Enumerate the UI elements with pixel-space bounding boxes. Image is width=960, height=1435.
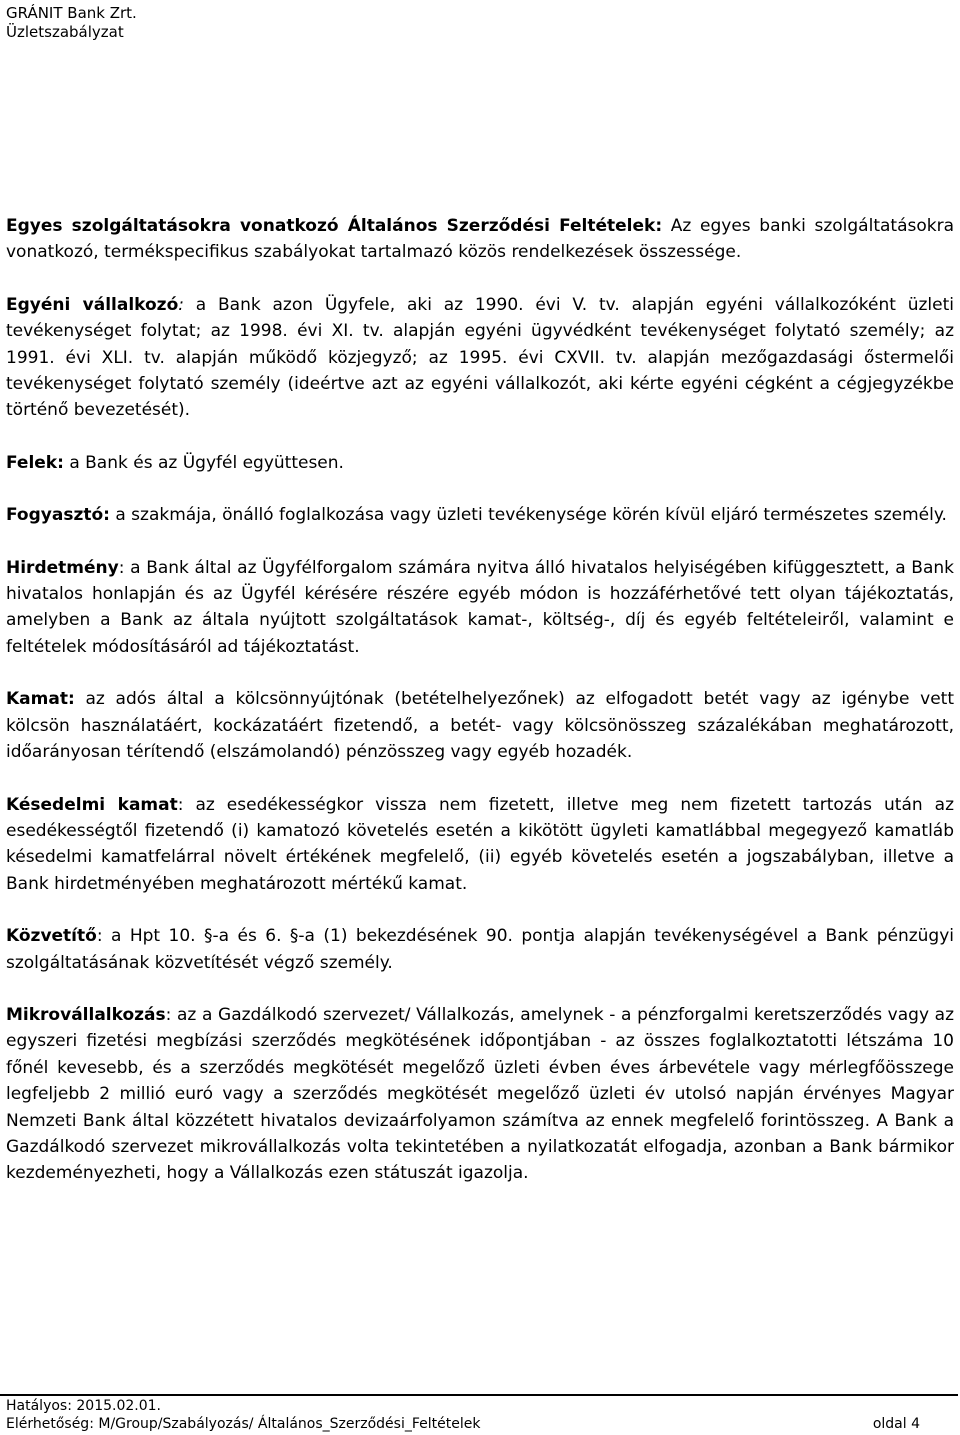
company-name: GRÁNIT Bank Zrt. bbox=[6, 4, 137, 22]
definition-text: a Bank által az Ügyfélforgalom számára nyitva álló hivatalos helyiségében kifüggesztett, a Bank hivatalos honlapján és az Ügyfél kérésére részére egyéb módon is hozzáférhetővé tett olyan tájékoztatás, amelyben a Bank az általa nyújtott szolgáltatások kamat-, költség-, díj és egyéb feltételeiről, valamint e feltételek módosításáról ad tájékoztatást. bbox=[6, 557, 954, 657]
definition-term: Késedelmi kamat bbox=[6, 794, 178, 815]
definition-text: a szakmája, önálló foglalkozása vagy üzleti tevékenysége körén kívül eljáró természetes személy. bbox=[109, 505, 947, 526]
document-location: Elérhetőség: M/Group/Szabályozás/ Általános_Szerződési_Feltételek bbox=[6, 1416, 481, 1432]
definition-separator: : bbox=[118, 557, 125, 578]
definition-paragraph bbox=[6, 792, 954, 898]
definition-term: Hirdetmény bbox=[6, 557, 119, 578]
definition-term: Közvetítő bbox=[6, 926, 97, 947]
definition-term: Fogyasztó: bbox=[6, 505, 110, 526]
definition-separator: : bbox=[165, 1004, 172, 1025]
definition-paragraph bbox=[6, 213, 954, 266]
definition-separator: : bbox=[177, 794, 184, 815]
definition-separator: : bbox=[655, 216, 663, 236]
definition-text: Az egyes banki szolgáltatásokra vonatkozó, termékspecifikus szabályokat tartalmazó közös rendelkezések összessége. bbox=[6, 216, 954, 263]
definition-text: a Bank és az Ügyfél együttesen. bbox=[63, 452, 344, 473]
footer-divider bbox=[0, 1394, 958, 1396]
page-number: oldal 4 bbox=[872, 1416, 920, 1432]
definition-text: a Bank azon Ügyfele, aki az 1990. évi V. tv. alapján egyéni vállalkozóként üzleti tevékenységet folytat; az 1998. évi XI. tv. alapján egyéni ügyvédként tevékenységet folytató személy; az 1991. évi XLI. tv. alapján működő közjegyző; az 1995. évi CXVII. tv. alapján mezőgazdasági őstermelői tevékenységet folytató személy (ideértve azt az egyéni vállalkozót, aki kérte egyéni cégként a cégjegyzékbe történő bevezetését). bbox=[6, 294, 954, 421]
definition-term: Mikrovállalkozás bbox=[6, 1004, 166, 1025]
definition-term: Egyéni vállalkozó bbox=[6, 294, 179, 315]
definition-paragraph bbox=[6, 686, 954, 765]
page-header bbox=[6, 4, 137, 42]
footer-row bbox=[6, 1415, 920, 1433]
effective-date: Hatályos: 2015.02.01. bbox=[6, 1398, 161, 1414]
definition-paragraph bbox=[6, 450, 954, 476]
definition-paragraph bbox=[6, 923, 954, 976]
definition-separator: : bbox=[96, 926, 103, 947]
definition-text: az a Gazdálkodó szervezet/ Vállalkozás, amelynek - a pénzforgalmi keretszerződés vagy az egyszeri fizetési megbízási szerződés megkötésének időpontjában - az összes foglalkoztatotti létszáma 10 főnél kevesebb, és a szerződés megkötését megelőző üzleti évben éves árbevétele vagy mérlegfőösszege legfeljebb 2 millió euró vagy a szerződés megkötését megelőző üzleti év utolsó napján érvényes Magyar Nemzeti Bank által közzétett hivatalos devizaárfolyamon számítva az ennek megfelelő forintösszeg. A Bank a Gazdálkodó szervezet mikrovállalkozás volta tekintetében a nyilatkozatát elfogadja, azonban a Bank bármikor kezdeményezheti, hogy a Vállalkozás ezen státuszát igazolja. bbox=[6, 1004, 954, 1184]
definition-paragraph bbox=[6, 292, 954, 424]
definition-text: az adós által a kölcsönnyújtónak (betételhelyezőnek) az elfogadott betét vagy az igénybe vett kölcsön használatáért, kockázatáért fizetendő, a betét- vagy kölcsönösszeg százalékában meghatározott, időarányosan térítendő (elszámolandó) pénzösszeg vagy egyéb hozadék. bbox=[6, 689, 954, 763]
document-title: Üzletszabályzat bbox=[6, 23, 124, 41]
definition-text: az esedékességkor vissza nem fizetett, illetve meg nem fizetett tartozás után az esedékességtől fizetendő (i) kamatozó követelés esetén a kikötött ügyleti kamatlábbal megegyező kamatláb késedelmi kamatfelárral növelt értékének megfelelő, (ii) egyéb követelés esetén a jogszabályban, illetve a Bank hirdetményében meghatározott mértékű kamat. bbox=[6, 794, 954, 894]
page-footer bbox=[6, 1397, 920, 1433]
definition-term: Felek: bbox=[6, 452, 64, 473]
definition-separator: : bbox=[178, 294, 184, 315]
definition-paragraph bbox=[6, 1002, 954, 1187]
definition-paragraph bbox=[6, 502, 954, 528]
definition-text: a Hpt 10. §-a és 6. §-a (1) bekezdésének 90. pontja alapján tevékenységével a Bank pénzügyi szolgáltatásának közvetítését végző személy. bbox=[6, 926, 954, 973]
definition-paragraph bbox=[6, 555, 954, 661]
definition-term: Egyes szolgáltatásokra vonatkozó Általános Szerződési Feltételek bbox=[6, 216, 656, 236]
definition-term: Kamat: bbox=[6, 689, 75, 710]
definitions-body bbox=[6, 213, 954, 1187]
